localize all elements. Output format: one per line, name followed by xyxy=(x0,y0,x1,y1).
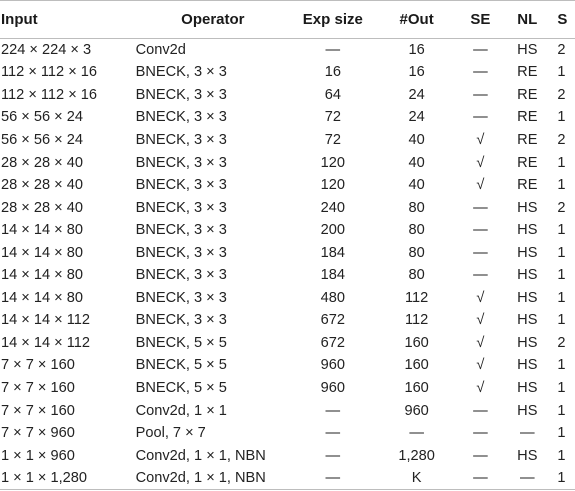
table-row xyxy=(0,264,575,287)
table-row xyxy=(0,219,575,242)
cell-input: 112 × 112 × 16 xyxy=(1,64,98,81)
table-header xyxy=(0,1,575,39)
cell-s: 2 xyxy=(557,131,566,148)
cell-out: K xyxy=(375,467,458,490)
cell-input: 1 × 1 × 960 xyxy=(1,447,75,464)
cell-nl: RE xyxy=(517,64,538,81)
cell-operator: BNECK, 3 × 3 xyxy=(135,222,227,239)
cell-nl: HS xyxy=(517,42,538,59)
cell-out: 40 xyxy=(408,131,425,148)
cell-exp-size: 672 xyxy=(320,334,345,351)
cell-se: — xyxy=(473,199,488,216)
table-row xyxy=(0,129,575,152)
cell-operator: BNECK, 3 × 3 xyxy=(135,289,227,306)
cell-out: 40 xyxy=(408,177,425,194)
cell-operator: BNECK, 3 × 3 xyxy=(135,154,227,171)
cell-exp-size: 184 xyxy=(320,267,345,284)
cell-input: 28 × 28 × 40 xyxy=(1,154,83,171)
table-row xyxy=(0,287,575,310)
cell-nl: HS xyxy=(517,289,538,306)
cell-out: 112 xyxy=(405,289,429,306)
cell-s: 1 xyxy=(557,447,566,464)
cell-s: 1 xyxy=(557,289,566,306)
cell-operator: Conv2d, 1 × 1 xyxy=(135,402,227,419)
cell-exp-size: 184 xyxy=(320,244,345,261)
cell-s: 1 xyxy=(557,244,566,261)
cell-out: 16 xyxy=(408,64,425,81)
cell-operator: BNECK, 5 × 5 xyxy=(135,379,227,396)
cell-s: 2 xyxy=(557,42,566,59)
cell-out: 160 xyxy=(404,379,429,396)
cell-operator: BNECK, 3 × 3 xyxy=(135,64,227,81)
table-row xyxy=(0,61,575,84)
cell-nl: — xyxy=(502,467,551,490)
cell-nl: HS xyxy=(517,379,538,396)
cell-nl: HS xyxy=(517,267,538,284)
cell-operator: Conv2d, 1 × 1, NBN xyxy=(135,467,290,490)
cell-exp-size: 120 xyxy=(320,177,345,194)
cell-out: 1,280 xyxy=(398,447,435,464)
cell-input: 14 × 14 × 80 xyxy=(1,289,83,306)
cell-se: — xyxy=(473,42,488,59)
cell-nl: RE xyxy=(517,131,538,148)
cell-operator: BNECK, 5 × 5 xyxy=(135,357,227,374)
cell-nl: HS xyxy=(517,402,538,419)
header-input: Input xyxy=(0,1,135,39)
header-exp-size: Exp size xyxy=(290,1,375,39)
cell-se: √ xyxy=(476,334,485,351)
cell-input: 14 × 14 × 80 xyxy=(1,267,83,284)
cell-exp-size: 200 xyxy=(320,222,345,239)
cell-se: — xyxy=(473,244,488,261)
table-row xyxy=(0,241,575,264)
cell-operator: BNECK, 3 × 3 xyxy=(135,312,227,329)
cell-exp-size: — xyxy=(325,447,341,464)
cell-se: — xyxy=(473,222,488,239)
cell-se: — xyxy=(473,86,488,103)
cell-exp-size: 72 xyxy=(324,109,341,126)
cell-input: 7 × 7 × 160 xyxy=(1,379,75,396)
cell-se: — xyxy=(473,447,488,464)
cell-operator: BNECK, 3 × 3 xyxy=(135,244,227,261)
cell-se: — xyxy=(473,402,488,419)
cell-out: 160 xyxy=(404,334,429,351)
table-row xyxy=(0,444,575,467)
cell-s: 1 xyxy=(557,379,566,396)
table-body xyxy=(0,39,575,490)
cell-nl: HS xyxy=(517,334,538,351)
cell-exp-size: 480 xyxy=(320,289,345,306)
cell-s: 2 xyxy=(557,86,566,103)
cell-s: 1 xyxy=(557,425,566,442)
header-nl: NL xyxy=(502,1,551,39)
cell-input: 1 × 1 × 1,280 xyxy=(0,467,135,490)
cell-se: — xyxy=(473,425,488,442)
cell-input: 14 × 14 × 80 xyxy=(1,222,83,239)
cell-nl: HS xyxy=(517,244,538,261)
cell-exp-size: — xyxy=(325,425,341,442)
cell-nl: — xyxy=(520,425,535,442)
cell-se: √ xyxy=(476,379,485,396)
cell-se: √ xyxy=(476,177,485,194)
header-s: S xyxy=(551,1,575,39)
cell-out: 160 xyxy=(404,357,429,374)
table-row xyxy=(0,467,575,490)
cell-nl: RE xyxy=(517,109,538,126)
cell-input: 7 × 7 × 960 xyxy=(1,425,75,442)
cell-s: 1 xyxy=(557,64,566,81)
cell-se: √ xyxy=(476,131,485,148)
cell-operator: BNECK, 5 × 5 xyxy=(135,334,227,351)
cell-s: 1 xyxy=(557,177,566,194)
cell-input: 224 × 224 × 3 xyxy=(1,42,92,59)
cell-se: √ xyxy=(476,289,485,306)
cell-operator: Pool, 7 × 7 xyxy=(135,425,206,442)
cell-se: — xyxy=(458,467,503,490)
header-se: SE xyxy=(458,1,503,39)
cell-out: 112 xyxy=(405,312,429,329)
cell-exp-size: 120 xyxy=(320,154,345,171)
cell-input: 28 × 28 × 40 xyxy=(1,199,83,216)
cell-exp-size: 16 xyxy=(324,64,341,81)
cell-exp-size: 672 xyxy=(320,312,345,329)
cell-operator: BNECK, 3 × 3 xyxy=(135,131,227,148)
cell-out: 24 xyxy=(408,86,425,103)
table-row xyxy=(0,106,575,129)
cell-exp-size: 960 xyxy=(320,379,345,396)
cell-nl: HS xyxy=(517,447,538,464)
cell-nl: RE xyxy=(517,177,538,194)
cell-operator: BNECK, 3 × 3 xyxy=(135,267,227,284)
cell-input: 14 × 14 × 80 xyxy=(1,244,83,261)
cell-s: 1 xyxy=(557,312,566,329)
cell-nl: HS xyxy=(517,312,538,329)
cell-s: 1 xyxy=(557,402,566,419)
table-row xyxy=(0,39,575,62)
cell-out: 16 xyxy=(408,42,425,59)
cell-out: — xyxy=(409,425,424,442)
cell-input: 14 × 14 × 112 xyxy=(1,334,90,351)
cell-out: 80 xyxy=(408,222,425,239)
cell-exp-size: 240 xyxy=(320,199,345,216)
cell-s: 1 xyxy=(557,267,566,284)
cell-exp-size: — xyxy=(325,402,341,419)
cell-input: 56 × 56 × 24 xyxy=(1,131,83,148)
cell-exp-size: 960 xyxy=(320,357,345,374)
cell-input: 28 × 28 × 40 xyxy=(1,177,83,194)
cell-input: 14 × 14 × 112 xyxy=(1,312,90,329)
cell-s: 1 xyxy=(557,109,566,126)
cell-out: 80 xyxy=(408,199,425,216)
cell-operator: BNECK, 3 × 3 xyxy=(135,109,227,126)
cell-operator: Conv2d, 1 × 1, NBN xyxy=(135,447,266,464)
table-row xyxy=(0,332,575,355)
cell-nl: RE xyxy=(517,86,538,103)
cell-exp-size: — xyxy=(325,42,341,59)
cell-s: 1 xyxy=(557,154,566,171)
table-row xyxy=(0,377,575,400)
cell-se: — xyxy=(473,267,488,284)
header-row xyxy=(0,1,575,39)
cell-out: 80 xyxy=(408,267,425,284)
cell-nl: RE xyxy=(517,154,538,171)
cell-input: 112 × 112 × 16 xyxy=(1,86,98,103)
cell-out: 40 xyxy=(408,154,425,171)
cell-operator: Conv2d xyxy=(135,42,186,59)
cell-s: 1 xyxy=(557,222,566,239)
table-row xyxy=(0,174,575,197)
cell-s: 1 xyxy=(557,357,566,374)
cell-s: 1 xyxy=(551,467,575,490)
cell-nl: HS xyxy=(517,199,538,216)
cell-out: 80 xyxy=(408,244,425,261)
cell-operator: BNECK, 3 × 3 xyxy=(135,199,227,216)
cell-se: — xyxy=(473,64,488,81)
cell-input: 7 × 7 × 160 xyxy=(1,357,75,374)
header-out: #Out xyxy=(375,1,458,39)
cell-input: 7 × 7 × 160 xyxy=(1,402,75,419)
cell-se: √ xyxy=(476,154,485,171)
table-row xyxy=(0,309,575,332)
cell-nl: HS xyxy=(517,357,538,374)
table-row xyxy=(0,84,575,107)
cell-operator: BNECK, 3 × 3 xyxy=(135,86,227,103)
cell-se: — xyxy=(473,109,488,126)
table-row xyxy=(0,399,575,422)
cell-s: 2 xyxy=(557,334,566,351)
cell-out: 960 xyxy=(404,402,429,419)
table-row xyxy=(0,196,575,219)
cell-s: 2 xyxy=(557,199,566,216)
cell-exp-size: 64 xyxy=(324,86,341,103)
cell-input: 56 × 56 × 24 xyxy=(1,109,83,126)
cell-operator: BNECK, 3 × 3 xyxy=(135,177,227,194)
table-row xyxy=(0,151,575,174)
cell-se: √ xyxy=(476,357,485,374)
cell-exp-size: — xyxy=(290,467,375,490)
cell-out: 24 xyxy=(408,109,425,126)
table-row xyxy=(0,354,575,377)
cell-exp-size: 72 xyxy=(324,131,341,148)
table-row xyxy=(0,422,575,445)
header-operator: Operator xyxy=(135,1,290,39)
cell-se: √ xyxy=(476,312,485,329)
cell-nl: HS xyxy=(517,222,538,239)
